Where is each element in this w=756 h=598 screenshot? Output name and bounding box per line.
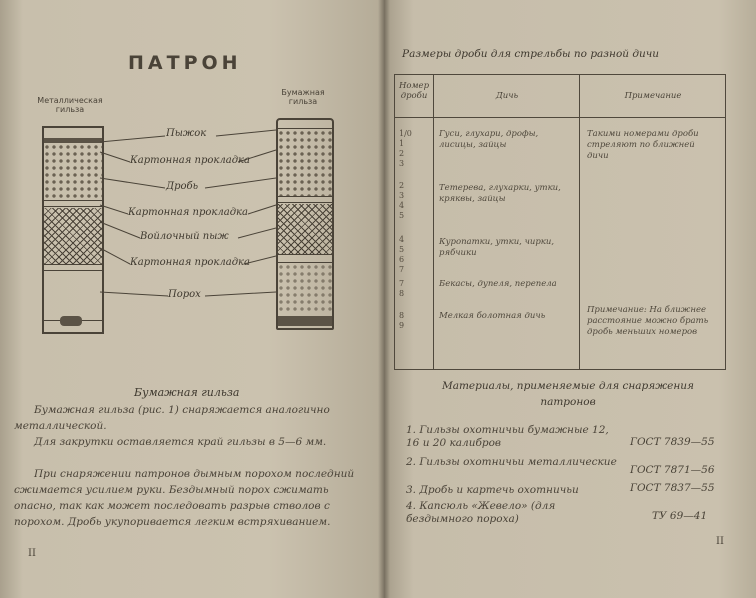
row-1-note: Такими номерами дроби стреляют по ближней дичи	[587, 129, 699, 161]
material-standard-1: ГОСТ 7839—55	[630, 436, 715, 448]
row-1-num: 1	[399, 139, 405, 148]
paragraph-2: Для закрутки оставляется край гильзы в 5—6 мм.	[34, 436, 327, 448]
row-1-game: Гуси, глухари, дрофы, лисицы, зайцы	[439, 129, 539, 150]
paragraph-3: При снаряжении патронов дымным порохом последний сжимается усилием руки. Бездымный порох сжимать опасно, так как может последовать разрыв стволов с порохом. Дробь укупоривается легким встряхиванием.	[14, 468, 355, 528]
material-standard-4: ТУ 69—41	[652, 510, 708, 522]
row-3-num: 4	[399, 235, 405, 244]
row-1-num: 2	[399, 149, 405, 158]
material-standard-3: ГОСТ 7837—55	[630, 482, 715, 494]
row-5-game: Мелкая болотная дичь	[439, 311, 546, 321]
section-title: Бумажная гильза	[134, 386, 240, 399]
col-header-number: Номер дроби	[398, 81, 430, 101]
row-3-num: 5	[399, 245, 405, 254]
row-2-game: Тетерева, глухарки, утки, кряквы, зайцы	[439, 183, 561, 204]
row-2-num: 3	[399, 191, 405, 200]
label-wad-top: Пыжок	[166, 128, 207, 139]
materials-title: Материалы, применяемые для снаряжения патронов	[441, 380, 695, 408]
material-standard-2: ГОСТ 7871—56	[630, 464, 715, 476]
row-4-num: 8	[399, 289, 405, 298]
label-felt-wad: Войлочный пыж	[140, 231, 229, 242]
row-5-num: 9	[399, 321, 405, 330]
row-3-num: 7	[399, 265, 405, 274]
row-1-num: 1/0	[399, 129, 412, 138]
row-2-num: 4	[399, 201, 405, 210]
col-header-note: Примечание	[624, 91, 682, 101]
caption-metal-shell: Металлическая гильза	[37, 96, 103, 114]
page-number-left: II	[28, 548, 36, 559]
material-item-3: 3. Дробь и картечь охотничьи	[406, 484, 579, 496]
page-title: ПАТРОН	[128, 52, 242, 74]
label-card-1: Картонная прокладка	[130, 155, 250, 166]
row-3-game: Куропатки, утки, чирки, рябчики	[439, 237, 555, 258]
row-4-num: 7	[399, 279, 405, 288]
material-item-1: 1. Гильзы охотничьи бумажные 12, 16 и 20 калибров	[406, 424, 609, 449]
row-5-num: 8	[399, 311, 405, 320]
material-item-4: 4. Капсюль «Жевело» (для бездымного пороха)	[406, 500, 556, 525]
col-header-game: Дичь	[495, 91, 519, 101]
row-2-num: 5	[399, 211, 405, 220]
row-4-game: Бекасы, дупеля, перепела	[439, 279, 557, 289]
label-card-3: Картонная прокладка	[130, 257, 250, 268]
shot-size-table	[394, 74, 726, 370]
row-3-num: 6	[399, 255, 405, 264]
row-2-num: 2	[399, 181, 405, 190]
page-number-right: II	[716, 536, 724, 547]
label-powder: Порох	[168, 289, 201, 300]
label-shot: Дробь	[166, 181, 199, 192]
row-5-note: Примечание: На ближнее расстояние можно брать дробь меньших номеров	[587, 305, 709, 337]
table-title: Размеры дроби для стрельбы по разной дичи	[402, 48, 660, 60]
paragraph-1: Бумажная гильза (рис. 1) снаряжается аналогично металлической.	[14, 404, 330, 432]
row-1-num: 3	[399, 159, 405, 168]
caption-paper-shell: Бумажная гильза	[281, 88, 325, 106]
material-item-2: 2. Гильзы охотничьи металлические	[406, 456, 617, 468]
label-card-2: Картонная прокладка	[128, 207, 248, 218]
